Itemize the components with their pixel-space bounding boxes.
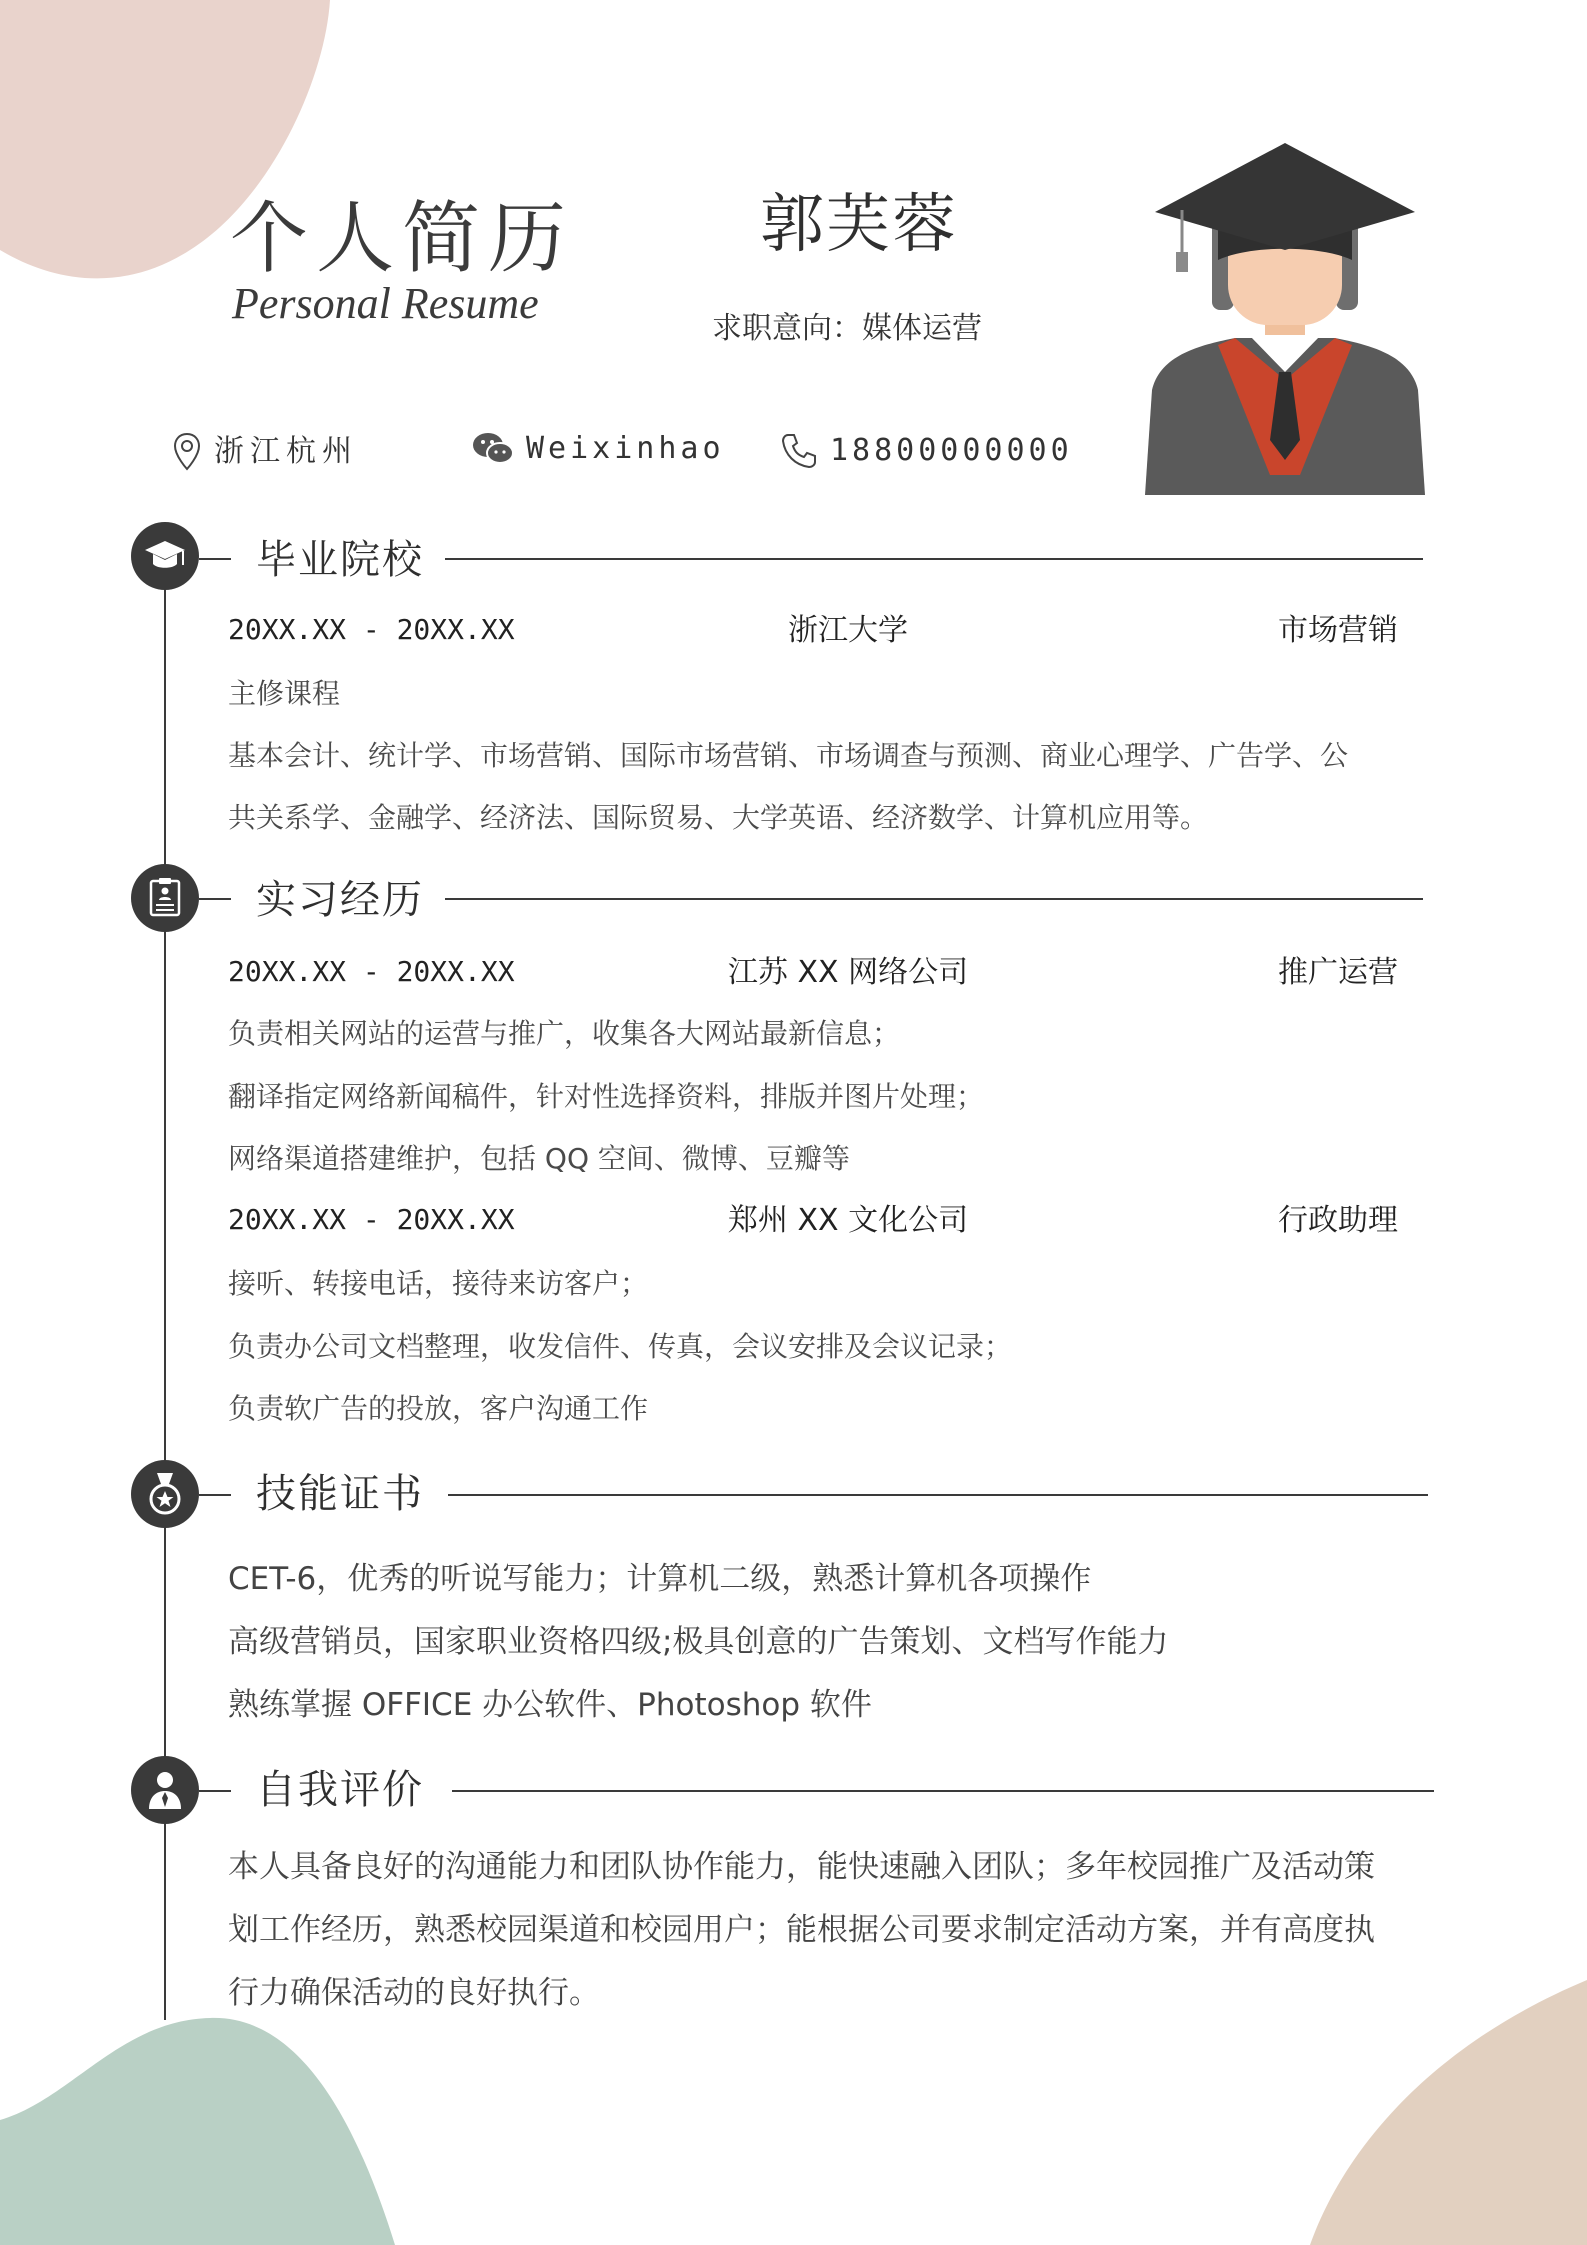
education-major: 市场营销: [1278, 613, 1398, 648]
phone-text: 18800000000: [830, 433, 1073, 468]
document-resume-icon: [148, 878, 182, 918]
job-role: 推广运营: [1278, 955, 1398, 990]
internship-tick: [199, 898, 231, 900]
internship-rule: [445, 898, 1423, 900]
person-icon: [145, 1769, 185, 1811]
avatar: [1140, 140, 1430, 495]
job-1-line-2: 翻译指定网络新闻稿件，针对性选择资料，排版并图片处理；: [228, 1080, 985, 1113]
courses-line-1: 基本会计、统计学、市场营销、国际市场营销、市场调查与预测、商业心理学、广告学、公: [228, 739, 1349, 772]
self-eval-rule: [452, 1790, 1434, 1792]
job-role: 行政助理: [1278, 1203, 1398, 1238]
contact-phone: [780, 432, 1073, 470]
graduation-cap-icon: [143, 539, 187, 573]
candidate-name: 郭芙蓉: [760, 188, 958, 262]
self-eval-line-3: 行力确保活动的良好执行。: [228, 1975, 600, 2011]
internship-title: 实习经历: [256, 877, 424, 923]
self-eval-line-1: 本人具备良好的沟通能力和团队协作能力，能快速融入团队；多年校园推广及活动策: [228, 1849, 1375, 1885]
education-date: 20XX.XX - 20XX.XX: [228, 613, 515, 646]
job-2-line-3: 负责软广告的投放，客户沟通工作: [228, 1392, 649, 1425]
job-2-line-1: 接听、转接电话，接待来访客户；: [228, 1267, 649, 1300]
job-company: 郑州 XX 文化公司: [727, 1203, 969, 1238]
job-intent: 求职意向：媒体运营: [712, 311, 982, 346]
education-school: 浙江大学: [788, 613, 908, 648]
wechat-text: Weixinhao: [526, 431, 725, 466]
education-rule: [445, 558, 1423, 560]
resume-title-cn: 个人简历: [230, 194, 575, 284]
phone-icon: [780, 432, 818, 470]
job-1-line-3: 网络渠道搭建维护，包括 QQ 空间、微博、豆瓣等: [228, 1142, 850, 1175]
skills-section-icon: [131, 1460, 199, 1528]
skill-line-1: CET-6，优秀的听说写能力；计算机二级，熟悉计算机各项操作: [228, 1561, 1092, 1597]
self-eval-line-2: 划工作经历，熟悉校园渠道和校园用户；能根据公司要求制定活动方案，并有高度执: [228, 1912, 1375, 1948]
job-2-line-2: 负责办公司文档整理，收发信件、传真，会议安排及会议记录；: [228, 1330, 1013, 1363]
skills-title: 技能证书: [256, 1471, 424, 1517]
job-company: 江苏 XX 网络公司: [727, 955, 969, 990]
courses-line-2: 共关系学、金融学、经济法、国际贸易、大学英语、经济数学、计算机应用等。: [228, 801, 1209, 834]
job-date: 20XX.XX - 20XX.XX: [228, 955, 515, 988]
internship-section-icon: [131, 864, 199, 932]
education-tick: [199, 558, 231, 560]
decor-blob-bottom-left: [0, 2010, 420, 2245]
contact-location: [172, 432, 358, 472]
job-1-line-1: 负责相关网站的运营与推广，收集各大网站最新信息；: [228, 1017, 901, 1050]
skills-tick: [199, 1494, 231, 1496]
decor-blob-bottom-right: [1300, 1980, 1587, 2245]
resume-title-en: Personal Resume: [232, 279, 539, 328]
skill-line-3: 熟练掌握 OFFICE 办公软件、Photoshop 软件: [228, 1687, 872, 1723]
skills-rule: [448, 1494, 1428, 1496]
skill-line-2: 高级营销员，国家职业资格四级;极具创意的广告策划、文档写作能力: [228, 1624, 1169, 1660]
contact-wechat: [472, 432, 725, 466]
job-date: 20XX.XX - 20XX.XX: [228, 1203, 515, 1236]
education-title: 毕业院校: [256, 537, 424, 583]
medal-icon: [146, 1472, 184, 1516]
self-eval-title: 自我评价: [256, 1767, 424, 1813]
self-eval-tick: [199, 1790, 231, 1792]
courses-label: 主修课程: [228, 677, 341, 710]
location-pin-icon: [172, 432, 202, 472]
location-text: 浙江杭州: [214, 434, 358, 469]
education-section-icon: [131, 522, 199, 590]
self-eval-section-icon: [131, 1756, 199, 1824]
wechat-icon: [472, 432, 514, 466]
